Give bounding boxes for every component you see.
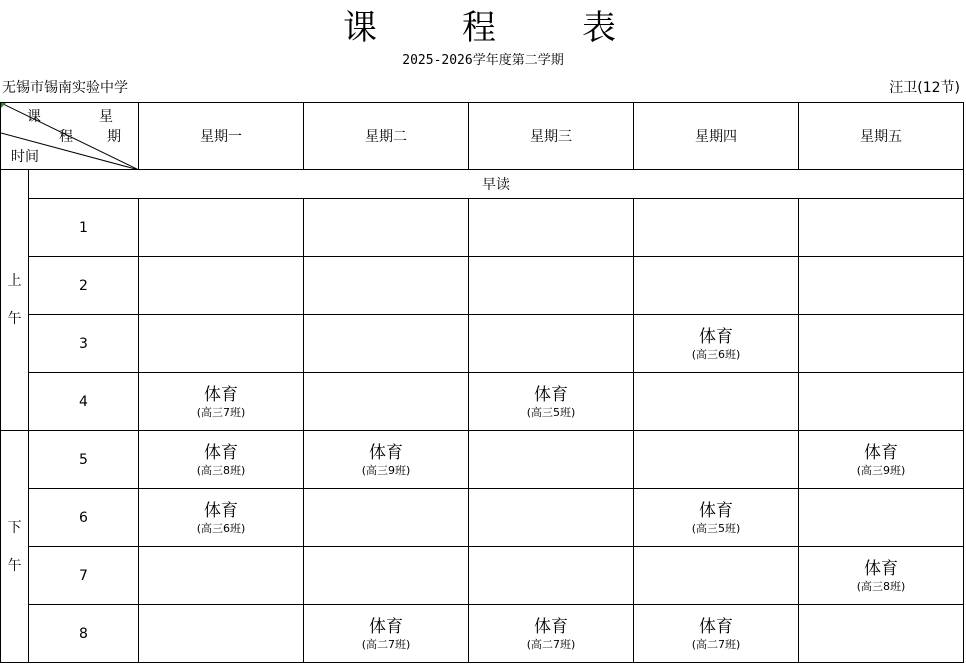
period-number: 4 xyxy=(29,373,139,431)
schedule-cell xyxy=(139,605,304,663)
school-name: 无锡市锡南实验中学 xyxy=(2,80,128,96)
page-title xyxy=(0,4,966,52)
schedule-cell xyxy=(799,199,964,257)
morning-label-char: 午 xyxy=(7,311,22,327)
period-number: 6 xyxy=(29,489,139,547)
class-name: (高三6班) xyxy=(691,347,741,361)
schedule-cell xyxy=(634,489,799,547)
schedule-cell xyxy=(304,547,469,605)
subject-name: 体育 xyxy=(369,442,403,463)
schedule-cell xyxy=(469,431,634,489)
schedule-cell xyxy=(469,199,634,257)
schedule-cell xyxy=(469,547,634,605)
afternoon-label xyxy=(1,431,29,663)
subject-name: 体育 xyxy=(699,326,733,347)
class-name: (高三5班) xyxy=(691,521,741,535)
period-number: 3 xyxy=(29,315,139,373)
schedule-cell xyxy=(799,605,964,663)
period-row xyxy=(1,199,964,257)
day-header-mon: 星期一 xyxy=(139,103,304,170)
subject-name: 体育 xyxy=(369,616,403,637)
class-name: (高三7班) xyxy=(196,405,246,419)
schedule-cell xyxy=(304,605,469,663)
afternoon-label-char: 下 xyxy=(7,519,22,536)
day-header-thu: 星期四 xyxy=(634,103,799,170)
corner-cell xyxy=(1,103,139,170)
schedule-cell xyxy=(139,315,304,373)
period-row xyxy=(1,257,964,315)
teacher-name: 汪卫(12节) xyxy=(889,80,960,96)
subject-name: 体育 xyxy=(699,616,733,637)
class-name: (高三8班) xyxy=(856,579,906,593)
subject-name: 体育 xyxy=(204,384,238,405)
timetable xyxy=(0,102,964,663)
schedule-cell xyxy=(799,489,964,547)
corner-label-ke: 课 xyxy=(27,109,41,125)
schedule-cell xyxy=(634,373,799,431)
title-char-2: 程 xyxy=(462,8,496,48)
period-number: 7 xyxy=(29,547,139,605)
corner-label-qi: 期 xyxy=(107,129,121,145)
period-row xyxy=(1,315,964,373)
afternoon-label-char: 午 xyxy=(7,557,22,574)
schedule-cell xyxy=(304,373,469,431)
schedule-cell xyxy=(304,431,469,489)
subject-name: 体育 xyxy=(534,616,568,637)
schedule-cell xyxy=(139,199,304,257)
header-row xyxy=(1,103,964,170)
morning-read-cell: 早读 xyxy=(29,170,964,199)
class-name: (高二7班) xyxy=(361,637,411,651)
period-row xyxy=(1,431,964,489)
class-name: (高三6班) xyxy=(196,521,246,535)
class-name: (高二7班) xyxy=(526,637,576,651)
schedule-cell xyxy=(634,199,799,257)
schedule-cell xyxy=(304,257,469,315)
day-header-tue: 星期二 xyxy=(304,103,469,170)
day-header-wed: 星期三 xyxy=(469,103,634,170)
subject-name: 体育 xyxy=(864,558,898,579)
corner-label-cheng: 程 xyxy=(59,129,73,145)
subject-name: 体育 xyxy=(204,442,238,463)
morning-label-char: 上 xyxy=(7,273,22,289)
period-row xyxy=(1,373,964,431)
schedule-cell xyxy=(469,315,634,373)
title-char-1: 课 xyxy=(343,8,377,48)
schedule-cell xyxy=(469,373,634,431)
schedule-cell xyxy=(634,315,799,373)
period-number: 8 xyxy=(29,605,139,663)
schedule-cell xyxy=(799,257,964,315)
period-number: 5 xyxy=(29,431,139,489)
class-name: (高三8班) xyxy=(196,463,246,477)
schedule-cell xyxy=(139,373,304,431)
corner-label-xing: 星 xyxy=(99,109,113,125)
schedule-cell xyxy=(469,605,634,663)
title-char-3: 表 xyxy=(582,8,616,48)
schedule-cell xyxy=(634,547,799,605)
schedule-cell xyxy=(304,315,469,373)
schedule-cell xyxy=(799,547,964,605)
class-name: (高三9班) xyxy=(361,463,411,477)
period-row xyxy=(1,547,964,605)
schedule-cell xyxy=(469,257,634,315)
subject-name: 体育 xyxy=(534,384,568,405)
schedule-cell xyxy=(139,547,304,605)
day-header-fri: 星期五 xyxy=(799,103,964,170)
period-number: 1 xyxy=(29,199,139,257)
period-row xyxy=(1,489,964,547)
schedule-cell xyxy=(139,489,304,547)
schedule-cell xyxy=(634,257,799,315)
schedule-cell xyxy=(799,431,964,489)
corner-label-time: 时间 xyxy=(11,149,39,165)
schedule-cell xyxy=(634,431,799,489)
term-subtitle: 2025-2026学年度第二学期 xyxy=(402,53,564,68)
schedule-cell xyxy=(304,489,469,547)
period-number: 2 xyxy=(29,257,139,315)
schedule-cell xyxy=(139,431,304,489)
schedule-cell xyxy=(304,199,469,257)
schedule-cell xyxy=(799,315,964,373)
schedule-cell xyxy=(634,605,799,663)
morning-read-row xyxy=(1,170,964,199)
subject-name: 体育 xyxy=(864,442,898,463)
class-name: (高三5班) xyxy=(526,405,576,419)
subject-name: 体育 xyxy=(204,500,238,521)
morning-label xyxy=(1,170,29,431)
schedule-cell xyxy=(469,489,634,547)
class-name: (高二7班) xyxy=(691,637,741,651)
schedule-cell xyxy=(139,257,304,315)
schedule-cell xyxy=(799,373,964,431)
class-name: (高三9班) xyxy=(856,463,906,477)
period-row xyxy=(1,605,964,663)
subject-name: 体育 xyxy=(699,500,733,521)
